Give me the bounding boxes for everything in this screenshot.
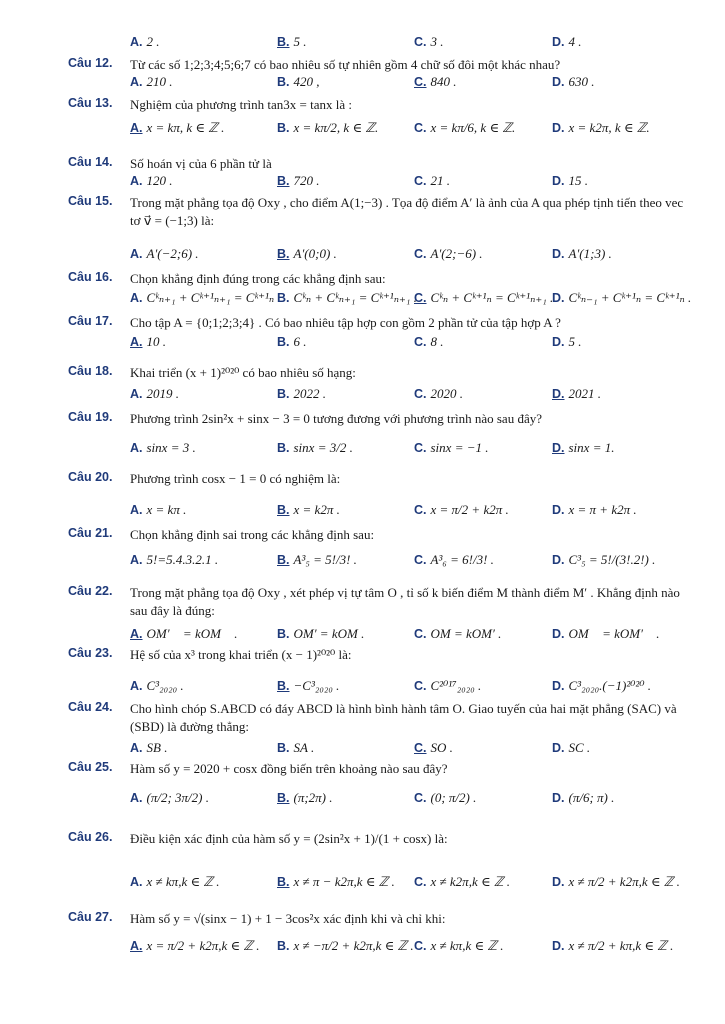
option-letter: B. bbox=[277, 503, 290, 517]
option-b[interactable] bbox=[277, 34, 307, 50]
question-text: Phương trình cosx − 1 = 0 có nghiệm là: bbox=[130, 471, 341, 486]
option-letter: C. bbox=[414, 741, 427, 755]
question-text: Điều kiện xác định của hàm số y = (2sin²x + 1)/(1 + cosx) là: bbox=[130, 831, 448, 846]
option-letter: B. bbox=[277, 627, 290, 641]
question-text: Chọn khẳng định đúng trong các khẳng định sau: bbox=[130, 271, 386, 286]
option-letter: D. bbox=[552, 75, 565, 89]
option-c[interactable] bbox=[414, 502, 509, 518]
option-b[interactable] bbox=[277, 334, 307, 350]
option-text: 420 , bbox=[293, 74, 320, 89]
option-d[interactable] bbox=[552, 173, 588, 189]
question-label: Câu 25. bbox=[68, 760, 113, 774]
option-letter: C. bbox=[414, 503, 427, 517]
option-letter: D. bbox=[552, 553, 565, 567]
option-text: 21 . bbox=[430, 173, 450, 188]
question-label: Câu 14. bbox=[68, 155, 113, 169]
option-text: x ≠ kπ,k ∈ ℤ . bbox=[146, 874, 220, 889]
option-text: x = kπ/6, k ∈ ℤ. bbox=[430, 120, 516, 135]
question-text: Hàm số y = √(sinx − 1) + 1 − 3cos²x xác định khi và chỉ khi: bbox=[130, 911, 446, 926]
option-letter: A. bbox=[130, 121, 143, 135]
option-text: SO . bbox=[430, 740, 453, 755]
option-text: sinx = 3/2 . bbox=[293, 440, 353, 455]
option-a[interactable] bbox=[130, 74, 173, 90]
option-letter: A. bbox=[130, 553, 143, 567]
option-letter: B. bbox=[277, 741, 290, 755]
option-text: 15 . bbox=[568, 173, 588, 188]
option-letter: B. bbox=[277, 939, 290, 953]
option-letter: C. bbox=[414, 939, 427, 953]
option-letter: C. bbox=[414, 335, 427, 349]
option-letter: D. bbox=[552, 335, 565, 349]
option-letter: B. bbox=[277, 291, 290, 305]
option-text: OM′ = kOM . bbox=[293, 626, 365, 641]
option-letter: B. bbox=[277, 679, 290, 693]
option-b[interactable] bbox=[277, 874, 395, 890]
answer-options-row bbox=[0, 938, 725, 956]
option-letter: B. bbox=[277, 875, 290, 889]
option-text: OM⃗ = kOM′⃗ . bbox=[568, 626, 660, 641]
option-text: sinx = −1 . bbox=[430, 440, 489, 455]
option-text: C³₅ = 5!/(3!.2!) . bbox=[568, 552, 656, 567]
option-text: SB . bbox=[146, 740, 168, 755]
option-text: C³₂₀₂₀ . bbox=[146, 678, 184, 693]
option-letter: A. bbox=[130, 627, 143, 641]
option-letter: D. bbox=[552, 627, 565, 641]
option-text: x = kπ/2, k ∈ ℤ. bbox=[293, 120, 379, 135]
option-text: 8 . bbox=[430, 334, 444, 349]
option-text: A′(0;0) . bbox=[293, 246, 337, 261]
option-text: C³₂₀₂₀.(−1)²⁰²⁰ . bbox=[568, 678, 652, 693]
option-text: (π/2; 3π/2) . bbox=[146, 790, 209, 805]
option-d[interactable] bbox=[552, 552, 655, 568]
option-letter: A. bbox=[130, 875, 143, 889]
option-b[interactable] bbox=[277, 678, 339, 694]
option-c[interactable] bbox=[414, 246, 483, 262]
option-a[interactable] bbox=[130, 552, 218, 568]
option-letter: A. bbox=[130, 791, 143, 805]
option-letter: B. bbox=[277, 121, 290, 135]
option-b[interactable] bbox=[277, 246, 337, 262]
option-d[interactable] bbox=[552, 34, 582, 50]
option-c[interactable] bbox=[414, 173, 450, 189]
option-text: OM = kOM′ . bbox=[430, 626, 502, 641]
option-text: 10 . bbox=[146, 334, 166, 349]
option-text: x = π + k2π . bbox=[568, 502, 637, 517]
option-text: x ≠ k2π,k ∈ ℤ . bbox=[430, 874, 511, 889]
option-d[interactable] bbox=[552, 502, 637, 518]
option-a[interactable] bbox=[130, 173, 173, 189]
option-text: 630 . bbox=[568, 74, 595, 89]
option-c[interactable] bbox=[414, 740, 453, 756]
option-letter: A. bbox=[130, 247, 143, 261]
option-text: 5 . bbox=[293, 34, 307, 49]
option-text: Cᵏₙ₋₁ + Cᵏ⁺¹ₙ = Cᵏ⁺¹ₙ . bbox=[568, 290, 692, 305]
question-text: Phương trình 2sin²x + sinx − 3 = 0 tương đương với phương trình nào sau đây? bbox=[130, 411, 542, 426]
answer-options-row bbox=[0, 246, 725, 264]
option-letter: A. bbox=[130, 741, 143, 755]
option-text: sinx = 3 . bbox=[146, 440, 196, 455]
option-text: 4 . bbox=[568, 34, 582, 49]
option-letter: D. bbox=[552, 247, 565, 261]
option-letter: A. bbox=[130, 174, 143, 188]
option-letter: D. bbox=[552, 121, 565, 135]
option-text: 2022 . bbox=[293, 386, 326, 401]
option-b[interactable] bbox=[277, 173, 320, 189]
option-text: sinx = 1. bbox=[568, 440, 615, 455]
option-text: SC . bbox=[568, 740, 591, 755]
option-text: x = π/2 + k2π,k ∈ ℤ . bbox=[146, 938, 260, 953]
option-text: OM′⃗ = kOM⃗ . bbox=[146, 626, 238, 641]
option-text: x ≠ kπ,k ∈ ℤ . bbox=[430, 938, 504, 953]
option-letter: D. bbox=[552, 503, 565, 517]
option-b[interactable] bbox=[277, 290, 417, 306]
option-text: 3 . bbox=[430, 34, 444, 49]
option-letter: D. bbox=[552, 791, 565, 805]
option-d[interactable] bbox=[552, 120, 650, 136]
option-text: (π;2π) . bbox=[293, 790, 333, 805]
option-d[interactable] bbox=[552, 290, 691, 306]
answer-options-row bbox=[0, 874, 725, 892]
option-c[interactable] bbox=[414, 790, 476, 806]
option-letter: D. bbox=[552, 291, 565, 305]
option-letter: D. bbox=[552, 441, 565, 455]
option-letter: C. bbox=[414, 679, 427, 693]
question-text: Khai triển (x + 1)²⁰²⁰ có bao nhiêu số hạng: bbox=[130, 365, 356, 380]
option-d[interactable] bbox=[552, 938, 673, 954]
question-label: Câu 22. bbox=[68, 584, 113, 598]
option-text: x ≠ π − k2π,k ∈ ℤ . bbox=[293, 874, 395, 889]
option-letter: C. bbox=[414, 627, 427, 641]
option-letter: C. bbox=[414, 875, 427, 889]
option-text: (π/6; π) . bbox=[568, 790, 615, 805]
option-text: 2 . bbox=[146, 34, 160, 49]
option-letter: C. bbox=[414, 75, 427, 89]
answer-options-row bbox=[0, 386, 725, 404]
option-text: A³₆ = 6!/3! . bbox=[430, 552, 494, 567]
option-letter: B. bbox=[277, 247, 290, 261]
option-letter: A. bbox=[130, 75, 143, 89]
option-text: 210 . bbox=[146, 74, 173, 89]
option-text: A′(−2;6) . bbox=[146, 246, 199, 261]
option-a[interactable] bbox=[130, 626, 238, 642]
answer-options-row bbox=[0, 74, 725, 92]
answer-options-row bbox=[0, 790, 725, 808]
question-label: Câu 16. bbox=[68, 270, 113, 284]
option-b[interactable] bbox=[277, 120, 378, 136]
question-text: Từ các số 1;2;3;4;5;6;7 có bao nhiêu số tự nhiên gồm 4 chữ số đôi một khác nhau? bbox=[130, 57, 561, 72]
question-label: Câu 24. bbox=[68, 700, 113, 714]
option-letter: A. bbox=[130, 679, 143, 693]
option-letter: D. bbox=[552, 875, 565, 889]
option-text: A′(2;−6) . bbox=[430, 246, 483, 261]
option-text: Cᵏₙ₊₁ + Cᵏ⁺¹ₙ₊₁ = Cᵏ⁺¹ₙ . bbox=[146, 290, 281, 305]
option-c[interactable] bbox=[414, 334, 444, 350]
option-d[interactable] bbox=[552, 246, 612, 262]
answer-options-row bbox=[0, 34, 725, 52]
option-c[interactable] bbox=[414, 120, 515, 136]
answer-options-row bbox=[0, 334, 725, 352]
option-c[interactable] bbox=[414, 874, 510, 890]
option-letter: C. bbox=[414, 291, 427, 305]
option-c[interactable] bbox=[414, 74, 457, 90]
option-letter: D. bbox=[552, 741, 565, 755]
option-c[interactable] bbox=[414, 440, 489, 456]
option-letter: A. bbox=[130, 441, 143, 455]
option-text: x ≠ −π/2 + k2π,k ∈ ℤ . bbox=[293, 938, 414, 953]
question-text: Cho tập A = {0;1;2;3;4} . Có bao nhiêu tập hợp con gồm 2 phần tử của tập hợp A ? bbox=[130, 315, 561, 330]
option-a[interactable] bbox=[130, 740, 167, 756]
option-d[interactable] bbox=[552, 678, 651, 694]
option-d[interactable] bbox=[552, 386, 601, 402]
question-label: Câu 26. bbox=[68, 830, 113, 844]
option-a[interactable] bbox=[130, 34, 160, 50]
option-text: 5!=5.4.3.2.1 . bbox=[146, 552, 219, 567]
option-c[interactable] bbox=[414, 34, 444, 50]
option-d[interactable] bbox=[552, 334, 582, 350]
question-label: Câu 17. bbox=[68, 314, 113, 328]
option-letter: C. bbox=[414, 553, 427, 567]
option-a[interactable] bbox=[130, 120, 224, 136]
question-label: Câu 13. bbox=[68, 96, 113, 110]
option-a[interactable] bbox=[130, 440, 196, 456]
question-label: Câu 18. bbox=[68, 364, 113, 378]
option-c[interactable] bbox=[414, 938, 504, 954]
option-a[interactable] bbox=[130, 290, 281, 306]
option-text: Cᵏₙ + Cᵏ⁺¹ₙ = Cᵏ⁺¹ₙ₊₁ . bbox=[430, 290, 554, 305]
option-text: x = k2π, k ∈ ℤ. bbox=[568, 120, 650, 135]
option-c[interactable] bbox=[414, 552, 494, 568]
answer-options-row bbox=[0, 626, 725, 644]
option-letter: C. bbox=[414, 174, 427, 188]
question-text: Hệ số của x³ trong khai triển (x − 1)²⁰²⁰ là: bbox=[130, 647, 352, 662]
option-a[interactable] bbox=[130, 386, 179, 402]
option-text: 720 . bbox=[293, 173, 320, 188]
option-letter: B. bbox=[277, 335, 290, 349]
option-c[interactable] bbox=[414, 386, 463, 402]
answer-options-row bbox=[0, 120, 725, 138]
question-text: Nghiệm của phương trình tan3x = tanx là : bbox=[130, 97, 352, 112]
question-label: Câu 12. bbox=[68, 56, 113, 70]
option-text: 6 . bbox=[293, 334, 307, 349]
option-letter: C. bbox=[414, 441, 427, 455]
question-label: Câu 15. bbox=[68, 194, 113, 208]
option-c[interactable] bbox=[414, 678, 481, 694]
option-text: 2020 . bbox=[430, 386, 463, 401]
option-b[interactable] bbox=[277, 440, 353, 456]
option-a[interactable] bbox=[130, 502, 186, 518]
option-letter: B. bbox=[277, 75, 290, 89]
option-text: x = π/2 + k2π . bbox=[430, 502, 509, 517]
option-letter: C. bbox=[414, 35, 427, 49]
option-d[interactable] bbox=[552, 874, 680, 890]
option-letter: A. bbox=[130, 335, 143, 349]
option-text: 5 . bbox=[568, 334, 582, 349]
option-letter: B. bbox=[277, 35, 290, 49]
question-text: Trong mặt phẳng tọa độ Oxy , cho điểm A(1;−3) . Tọa độ điểm A′ là ảnh của A qua phép tịnh tiến theo vec tơ v⃗ = (−1;3) là: bbox=[130, 195, 684, 228]
option-text: C²⁰¹⁷₂₀₂₀ . bbox=[430, 678, 482, 693]
option-text: 2019 . bbox=[146, 386, 179, 401]
option-letter: C. bbox=[414, 387, 427, 401]
option-text: x = k2π . bbox=[293, 502, 340, 517]
option-text: −C³₂₀₂₀ . bbox=[293, 678, 340, 693]
option-d[interactable] bbox=[552, 626, 660, 642]
option-b[interactable] bbox=[277, 626, 364, 642]
option-letter: D. bbox=[552, 939, 565, 953]
option-b[interactable] bbox=[277, 386, 326, 402]
answer-options-row bbox=[0, 173, 725, 191]
option-d[interactable] bbox=[552, 74, 595, 90]
question-text: Cho hình chóp S.ABCD có đáy ABCD là hình bình hành tâm O. Giao tuyến của hai mặt phẳng (SAC) và (SBD) là đường thẳng: bbox=[130, 701, 677, 734]
option-text: x = kπ . bbox=[146, 502, 187, 517]
option-letter: C. bbox=[414, 791, 427, 805]
option-letter: B. bbox=[277, 553, 290, 567]
option-letter: A. bbox=[130, 503, 143, 517]
question-label: Câu 27. bbox=[68, 910, 113, 924]
option-letter: A. bbox=[130, 291, 143, 305]
option-b[interactable] bbox=[277, 502, 340, 518]
question-text: Số hoán vị của 6 phần tử là bbox=[130, 156, 272, 171]
option-a[interactable] bbox=[130, 790, 209, 806]
option-letter: C. bbox=[414, 247, 427, 261]
option-letter: D. bbox=[552, 174, 565, 188]
question-text: Trong mặt phẳng tọa độ Oxy , xét phép vị tự tâm O , tỉ số k biến điểm M thành điểm M′ . Khẳng định nào sau đây là đúng: bbox=[130, 585, 680, 618]
option-d[interactable] bbox=[552, 440, 614, 456]
option-text: (0; π/2) . bbox=[430, 790, 477, 805]
option-b[interactable] bbox=[277, 74, 320, 90]
answer-options-row bbox=[0, 440, 725, 458]
answer-options-row bbox=[0, 678, 725, 696]
option-letter: D. bbox=[552, 35, 565, 49]
option-text: SA . bbox=[293, 740, 315, 755]
option-letter: A. bbox=[130, 35, 143, 49]
option-letter: A. bbox=[130, 939, 143, 953]
question-label: Câu 23. bbox=[68, 646, 113, 660]
option-letter: B. bbox=[277, 174, 290, 188]
question-label: Câu 19. bbox=[68, 410, 113, 424]
option-letter: B. bbox=[277, 441, 290, 455]
option-a[interactable] bbox=[130, 334, 166, 350]
option-text: 120 . bbox=[146, 173, 173, 188]
question-text: Hàm số y = 2020 + cosx đồng biến trên khoảng nào sau đây? bbox=[130, 761, 448, 776]
option-b[interactable] bbox=[277, 790, 333, 806]
option-letter: B. bbox=[277, 387, 290, 401]
option-a[interactable] bbox=[130, 246, 199, 262]
option-c[interactable] bbox=[414, 626, 501, 642]
option-d[interactable] bbox=[552, 740, 590, 756]
option-text: x ≠ π/2 + k2π,k ∈ ℤ . bbox=[568, 874, 680, 889]
option-b[interactable] bbox=[277, 552, 357, 568]
answer-options-row bbox=[0, 552, 725, 570]
question-text: Chọn khẳng định sai trong các khẳng định sau: bbox=[130, 527, 375, 542]
option-b[interactable] bbox=[277, 938, 414, 954]
option-letter: D. bbox=[552, 679, 565, 693]
question-label: Câu 21. bbox=[68, 526, 113, 540]
option-letter: A. bbox=[130, 387, 143, 401]
answer-options-row bbox=[0, 740, 725, 758]
option-text: 2021 . bbox=[568, 386, 601, 401]
option-text: x = kπ, k ∈ ℤ . bbox=[146, 120, 225, 135]
answer-options-row bbox=[0, 502, 725, 520]
option-letter: C. bbox=[414, 121, 427, 135]
option-a[interactable] bbox=[130, 938, 260, 954]
option-c[interactable] bbox=[414, 290, 553, 306]
option-text: Cᵏₙ + Cᵏₙ₊₁ = Cᵏ⁺¹ₙ₊₁ . bbox=[293, 290, 417, 305]
option-a[interactable] bbox=[130, 874, 220, 890]
option-text: A³₅ = 5!/3! . bbox=[293, 552, 357, 567]
option-text: x ≠ π/2 + kπ,k ∈ ℤ . bbox=[568, 938, 674, 953]
answer-options-row bbox=[0, 290, 725, 308]
option-text: 840 . bbox=[430, 74, 457, 89]
question-label: Câu 20. bbox=[68, 470, 113, 484]
option-a[interactable] bbox=[130, 678, 184, 694]
option-d[interactable] bbox=[552, 790, 614, 806]
option-text: A′(1;3) . bbox=[568, 246, 612, 261]
option-b[interactable] bbox=[277, 740, 314, 756]
option-letter: D. bbox=[552, 387, 565, 401]
option-letter: B. bbox=[277, 791, 290, 805]
